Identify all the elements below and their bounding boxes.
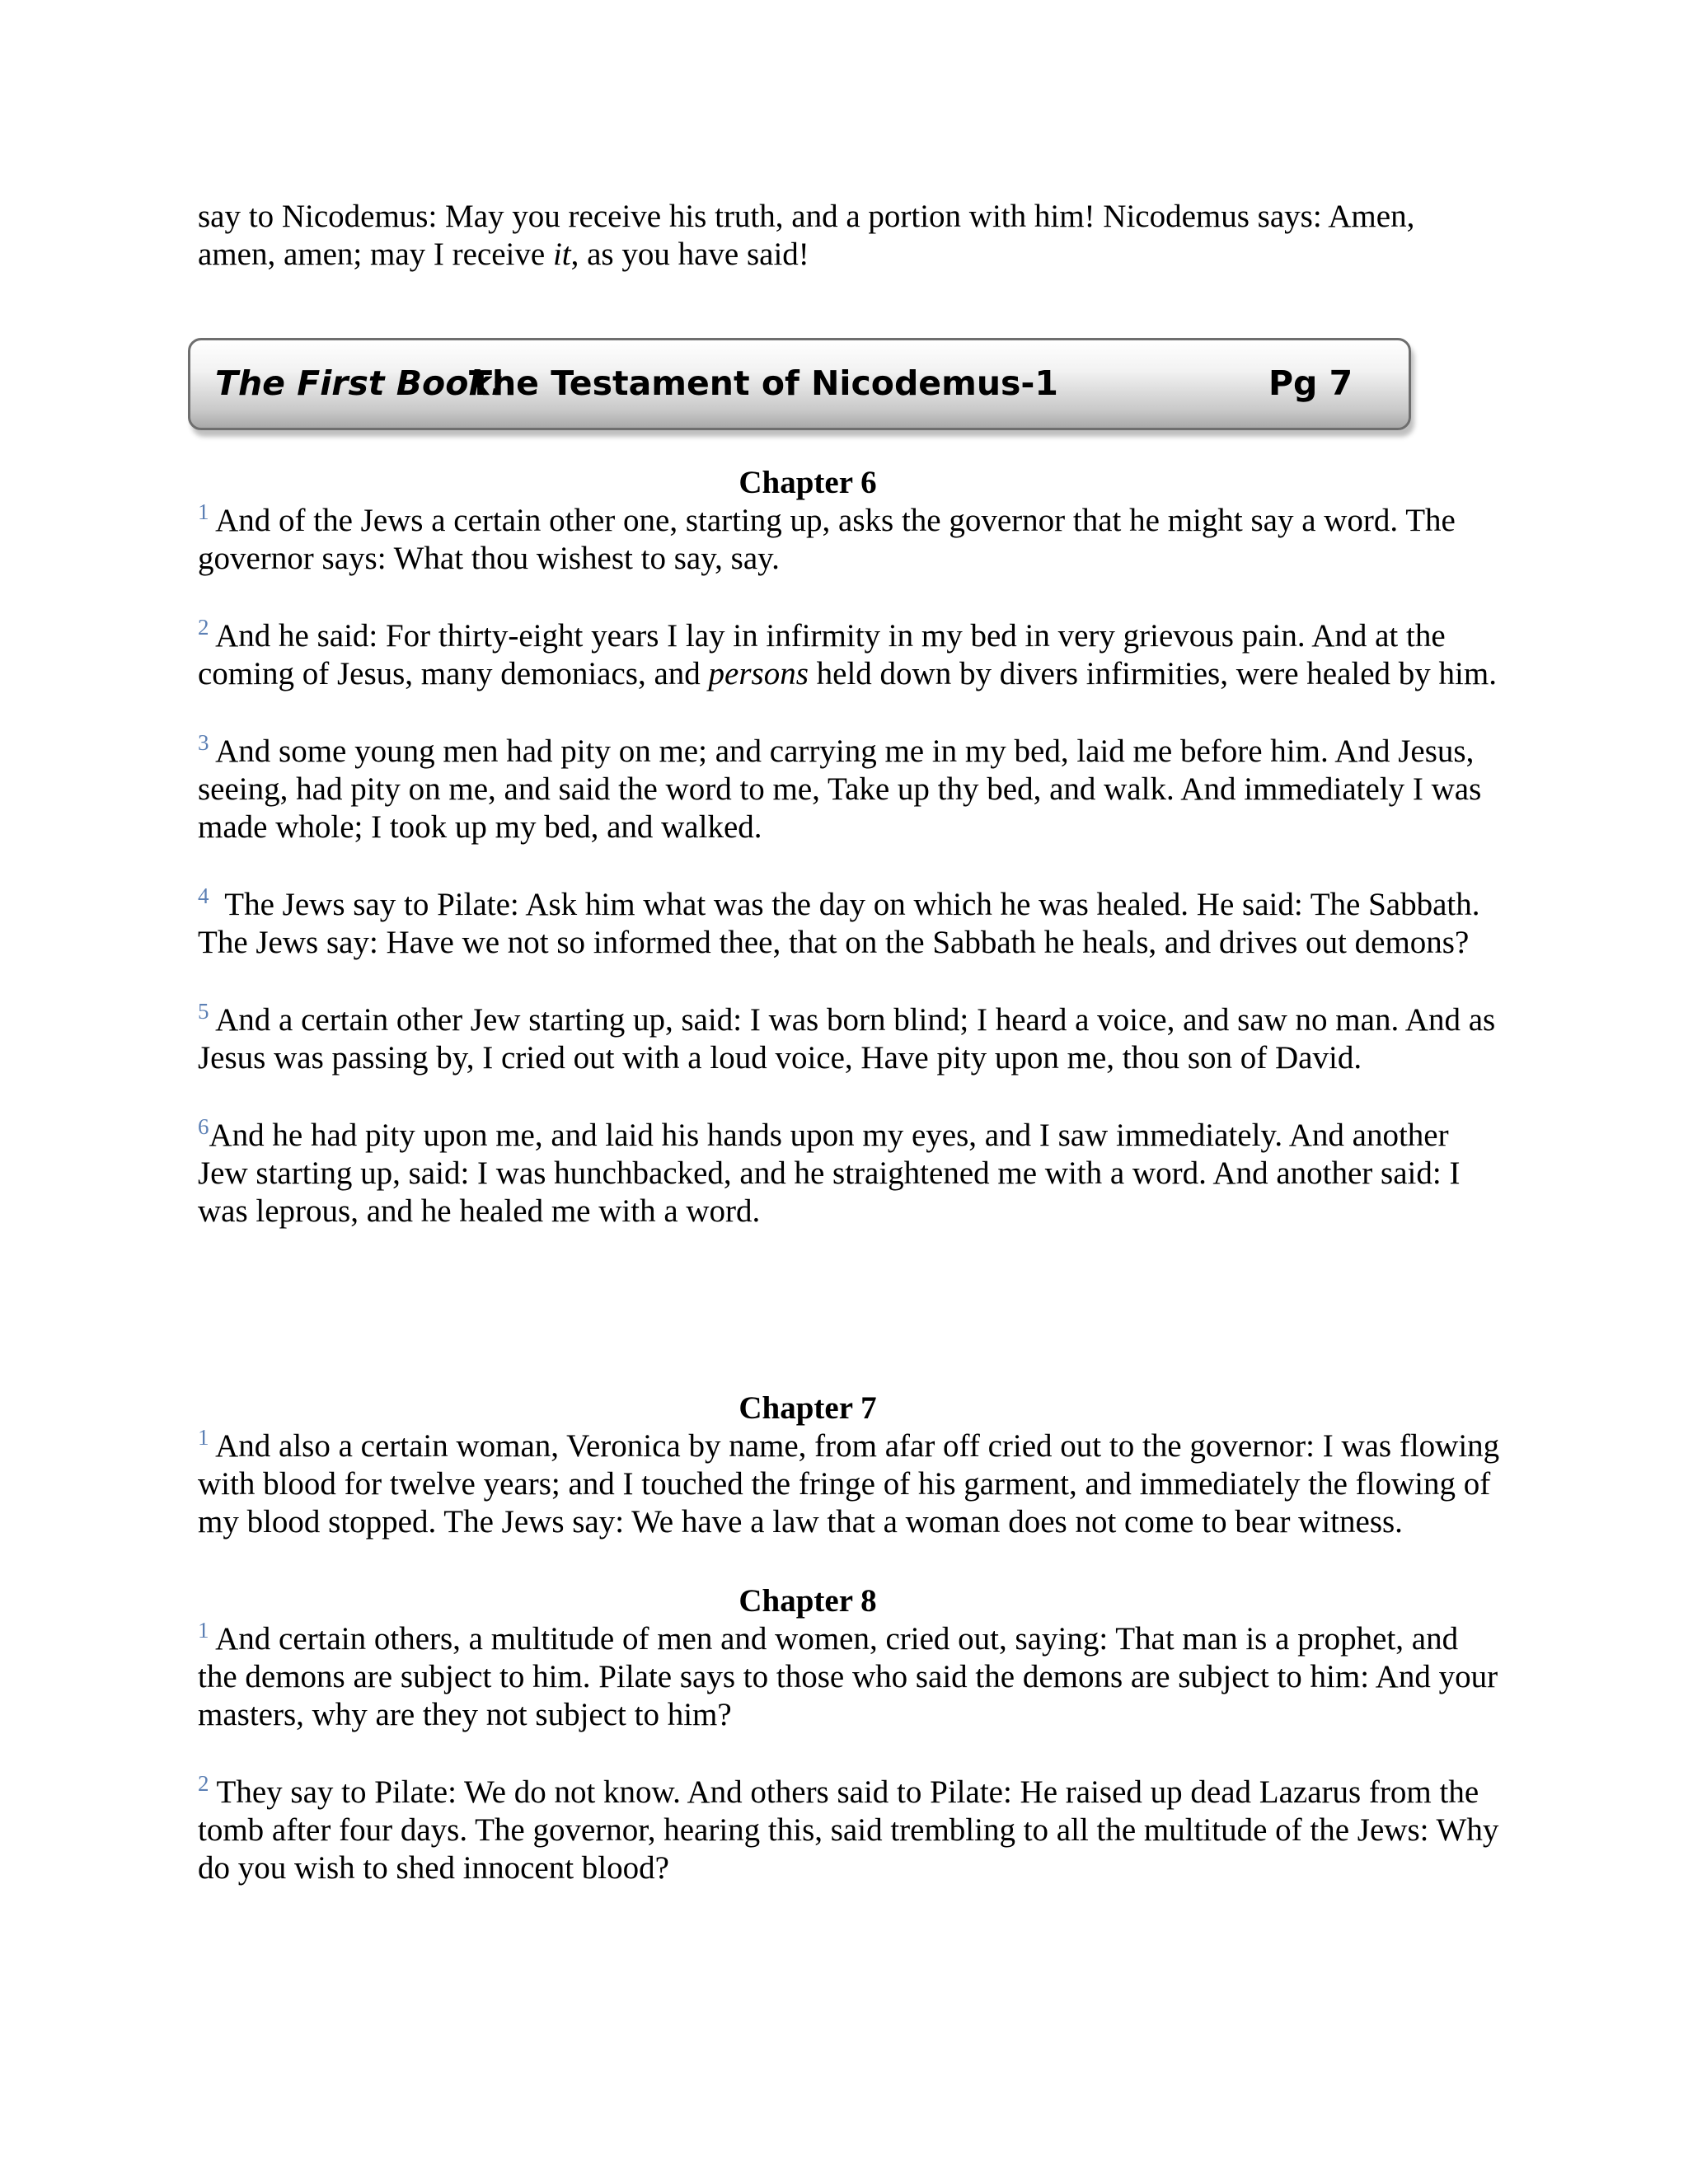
verse — [198, 499, 1500, 578]
verse — [198, 1620, 1500, 1734]
chapter-6-heading: Chapter 6 — [738, 465, 877, 500]
verse-text: And of the Jews a certain other one, starting up, asks the governor that he might say a word. The governor says: What thou wishest to say, say. — [198, 503, 1456, 576]
verse-text: And also a certain woman, Veronica by name, from afar off cried out to the governor: I was flowing with blood for twelve years; and I touched the fringe of his garment, and immediately the flowing of my blood stopped. The Jews say: We have a law that a woman does not come to bear witness. — [198, 1428, 1500, 1540]
verse-text: And he said: For thirty-eight years I lay in infirmity in my bed in very grievous pain. And at the coming of Jesus, many demoniacs, and — [198, 618, 1446, 691]
chapter-7-body — [198, 1427, 1500, 1541]
verse — [198, 1001, 1500, 1077]
verse-text: The Jews say to Pilate: Ask him what was the day on which he was healed. He said: The Sabbath. The Jews say: Have we not so informed thee, that on the Sabbath he heals, and drives out demons? — [198, 887, 1480, 960]
chapter-8-body — [198, 1620, 1500, 1927]
verse — [198, 1427, 1500, 1541]
verse-text: They say to Pilate: We do not know. And others said to Pilate: He raised up dead Lazarus from the tomb after four days. The governor, hearing this, said trembling to all the multitude of the Jews: Why do you wish to shed innocent blood? — [198, 1774, 1499, 1886]
verse-text: And certain others, a multitude of men and women, cried out, saying: That man is a prophet, and the demons are subject to him. Pilate says to those who said the demons are subject to him: And your masters, why are they not subject to him? — [198, 1621, 1498, 1732]
chapter-7-heading: Chapter 7 — [738, 1390, 877, 1426]
intro-italic: it — [552, 237, 571, 272]
intro-text-1: say to Nicodemus: May you receive his truth, and a portion with him! Nicodemus says: Amen, amen, amen; may I receive — [198, 199, 1415, 272]
book-label: The First Book: — [215, 363, 505, 403]
verse-number: 1 — [198, 1618, 209, 1643]
chapter-6-body — [198, 499, 1500, 1270]
intro-paragraph — [198, 198, 1500, 274]
verse-number: 1 — [198, 499, 209, 524]
verse-number: 3 — [198, 730, 209, 755]
verse-text: held down by divers infirmities, were healed by him. — [808, 656, 1497, 691]
verse-number: 1 — [198, 1425, 209, 1450]
verse-text: And he had pity upon me, and laid his hands upon my eyes, and I saw immediately. And another Jew starting up, said: I was hunchbacked, and he straightened me with a word. And another said: I was leprous, and he healed me with a word. — [198, 1118, 1461, 1229]
verse-text: And some young men had pity on me; and carrying me in my bed, laid me before him. And Jesus, seeing, had pity on me, and said the word to me, Take up thy bed, and walk. And immediately I was made whole; I took up my bed, and walked. — [198, 733, 1482, 845]
verse-italic: persons — [708, 656, 809, 691]
verse-number: 6 — [198, 1114, 209, 1139]
chapter-8-heading: Chapter 8 — [738, 1583, 877, 1619]
verse — [198, 883, 1500, 962]
verse-number: 2 — [198, 1771, 209, 1796]
verse-number: 2 — [198, 615, 209, 640]
book-title: The Testament of Nicodemus-1 — [469, 363, 1058, 403]
verse-text: And a certain other Jew starting up, said: I was born blind; I heard a voice, and saw no man. And as Jesus was passing by, I cried out with a loud voice, Have pity upon me, thou son of David. — [198, 1002, 1496, 1076]
intro-text-2: , as you have said! — [570, 237, 809, 272]
verse-number: 5 — [198, 999, 209, 1024]
page-header-banner — [188, 338, 1411, 430]
verse — [198, 1114, 1500, 1230]
verse-number: 4 — [198, 883, 209, 908]
verse — [198, 1771, 1500, 1887]
verse — [198, 730, 1500, 846]
verse — [198, 617, 1500, 693]
page-number: Pg 7 — [1268, 363, 1353, 403]
